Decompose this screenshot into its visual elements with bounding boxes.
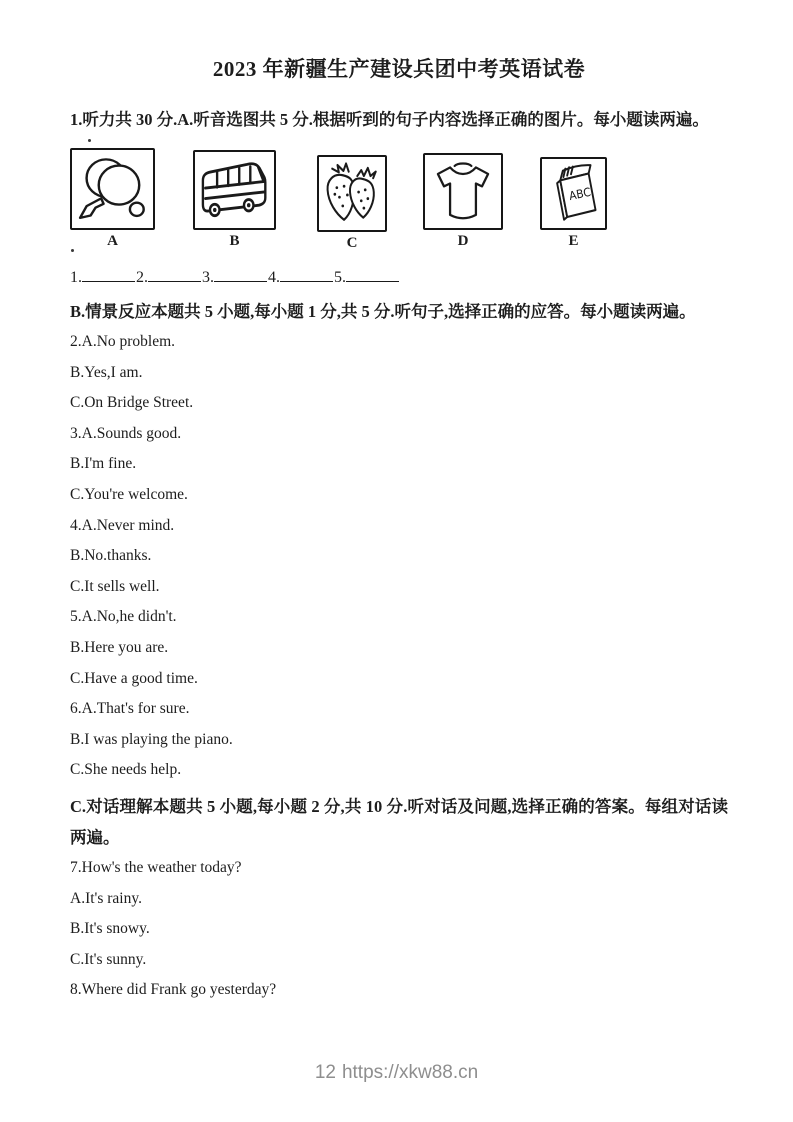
bus-icon [193, 150, 276, 230]
blank-underline [214, 266, 267, 282]
picture-label: B [229, 233, 240, 249]
picture-choice-e [540, 157, 607, 250]
option-line: B.No.thanks. [70, 547, 152, 565]
picture-choices-row [70, 148, 728, 254]
option-line: B.Yes,I am. [70, 363, 143, 381]
option-line: C.Have a good time. [70, 669, 198, 687]
blank-underline [346, 266, 399, 282]
picture-choice-c [317, 155, 387, 252]
picture-choice-a [70, 148, 155, 250]
option-line: 2.A.No problem. [70, 333, 176, 350]
blank-underline [280, 266, 333, 282]
section-c-header: C.对话理解本题共 5 小题,每小题 2 分,共 10 分.听对话及问题,选择正确的答案。每组对话读两遍。 [70, 796, 728, 847]
option-line: B.It's snowy. [70, 920, 150, 938]
picture-choice-d [423, 153, 503, 250]
picture-label: A [107, 233, 118, 249]
strawberries-icon [317, 155, 387, 232]
option-line: 3.A.Sounds good. [70, 424, 182, 442]
section-c-options [70, 853, 728, 1006]
svg-text:ABC: ABC [568, 185, 592, 204]
page-number: 12 [314, 1062, 336, 1083]
answer-blanks-row [70, 266, 728, 288]
answer-blank-1: 1. [70, 266, 135, 287]
footer-watermark [0, 1062, 793, 1084]
option-line: A.It's rainy. [70, 889, 142, 907]
option-line: C.On Bridge Street. [70, 394, 194, 412]
option-line: B.I'm fine. [70, 455, 137, 473]
blank-underline [148, 266, 201, 282]
option-line: B.Here you are. [70, 638, 169, 656]
page-title: 2023 年新疆生产建设兵团中考英语试卷 [212, 57, 586, 81]
section-b-header: B.情景反应本题共 5 小题,每小题 1 分,共 5 分.听句子,选择正确的应答。每小题读两遍。 [70, 302, 696, 321]
abc-book-icon [540, 157, 607, 230]
picture-label: C [346, 235, 358, 251]
option-line: 4.A.Never mind. [70, 516, 175, 534]
option-line: C.You're welcome. [70, 485, 188, 503]
option-line: 5.A.No,he didn't. [70, 608, 177, 626]
question-line: 7.How's the weather today? [70, 858, 242, 876]
option-line: B.I was playing the piano. [70, 730, 233, 748]
section-a-header: 1.听力共 30 分.A.听音选图共 5 分.根据听到的句子内容选择正确的图片。每小题读两遍。 [70, 110, 709, 129]
option-line: C.It's sunny. [70, 950, 147, 968]
picture-label: D [457, 233, 469, 249]
section-b-options [70, 327, 728, 786]
picture-label: E [568, 233, 579, 249]
option-line: C.It sells well. [70, 577, 160, 595]
page-content [70, 0, 728, 1006]
watermark-url: https://xkw88.cn [341, 1062, 479, 1083]
option-line: C.She needs help. [70, 761, 182, 779]
question-line: 8.Where did Frank go yesterday? [70, 981, 277, 999]
answer-blank-4: 4. [268, 266, 333, 287]
blank-underline [82, 266, 135, 282]
answer-blank-5: 5. [334, 266, 399, 287]
option-line: 6.A.That's for sure. [70, 700, 190, 718]
picture-choice-b [193, 150, 276, 250]
table-tennis-icon [70, 148, 155, 230]
t-shirt-icon [423, 153, 503, 230]
answer-blank-3: 3. [202, 266, 267, 287]
answer-blank-2: 2. [136, 266, 201, 287]
